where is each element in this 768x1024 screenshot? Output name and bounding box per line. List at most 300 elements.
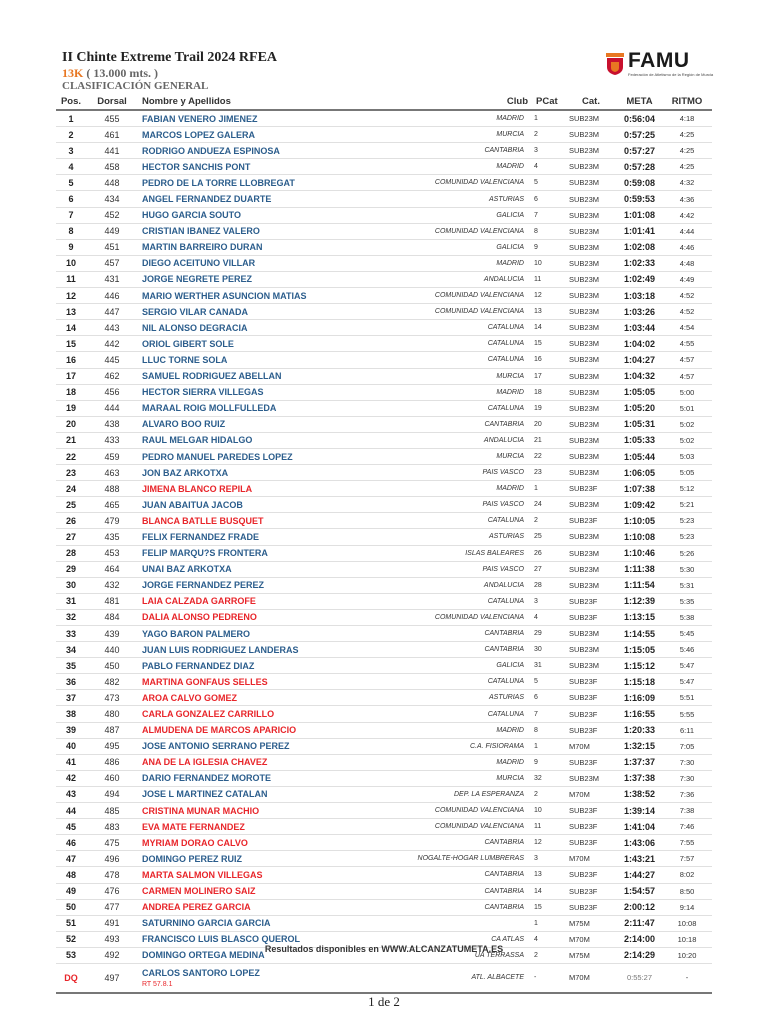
name-cell: HUGO GARCIA SOUTO: [138, 207, 313, 223]
col-dorsal: Dorsal: [86, 93, 138, 110]
name-cell: FRANCISCO LUIS BLASCO QUEROL: [138, 931, 313, 947]
club-cell: MURCIA: [313, 448, 532, 464]
dorsal-cell: 483: [86, 819, 138, 835]
table-row: [56, 288, 712, 304]
name-cell: DOMINGO PEREZ RUIZ: [138, 851, 313, 867]
name-cell: JON BAZ ARKOTXA: [138, 465, 313, 481]
finish-time-cell: 1:54:57: [617, 883, 662, 899]
table-row: [56, 143, 712, 159]
finish-time-cell: 0:57:27: [617, 143, 662, 159]
pcat-cell: -: [532, 963, 565, 993]
position-cell: 12: [56, 288, 86, 304]
dorsal-cell: 440: [86, 642, 138, 658]
pcat-cell: 27: [532, 561, 565, 577]
name-cell: ORIOL GIBERT SOLE: [138, 336, 313, 352]
pace-cell: 5:05: [662, 465, 712, 481]
table-row: [56, 239, 712, 255]
table-row: [56, 416, 712, 432]
name-cell: PEDRO DE LA TORRE LLOBREGAT: [138, 175, 313, 191]
category-cell: SUB23M: [565, 545, 617, 561]
club-cell: CANTABRIA: [313, 883, 532, 899]
pcat-cell: 21: [532, 432, 565, 448]
position-cell: 3: [56, 143, 86, 159]
club-cell: CATALUNA: [313, 706, 532, 722]
club-cell: ASTURIAS: [313, 191, 532, 207]
position-cell: 24: [56, 481, 86, 497]
position-cell: 40: [56, 738, 86, 754]
logo-subtitle: Federación de Atletismo de la Región de Murcia: [628, 72, 714, 77]
table-row: [56, 819, 712, 835]
finish-time-cell: 0:59:53: [617, 191, 662, 207]
table-row: [56, 915, 712, 931]
position-cell: 31: [56, 593, 86, 609]
category-cell: SUB23M: [565, 223, 617, 239]
dorsal-cell: 482: [86, 674, 138, 690]
pcat-cell: 26: [532, 545, 565, 561]
position-cell: 22: [56, 448, 86, 464]
table-row: [56, 320, 712, 336]
category-cell: SUB23F: [565, 513, 617, 529]
category-cell: SUB23M: [565, 561, 617, 577]
pcat-cell: 8: [532, 722, 565, 738]
category-cell: SUB23M: [565, 336, 617, 352]
finish-time-cell: 1:32:15: [617, 738, 662, 754]
club-cell: ISLAS BALEARES: [313, 545, 532, 561]
table-row: [56, 304, 712, 320]
finish-time-cell: 1:12:39: [617, 593, 662, 609]
position-cell: 1: [56, 110, 86, 127]
pcat-cell: 12: [532, 288, 565, 304]
finish-time-cell: 1:16:55: [617, 706, 662, 722]
finish-time-cell: 1:43:06: [617, 835, 662, 851]
finish-time-cell: 1:10:08: [617, 529, 662, 545]
pcat-cell: 15: [532, 336, 565, 352]
category-cell: SUB23F: [565, 803, 617, 819]
name-cell: UNAI BAZ ARKOTXA: [138, 561, 313, 577]
pcat-cell: 32: [532, 770, 565, 786]
finish-time-cell: 1:38:52: [617, 786, 662, 802]
dorsal-cell: 457: [86, 255, 138, 271]
finish-time-cell: 1:14:55: [617, 626, 662, 642]
position-cell: 48: [56, 867, 86, 883]
pace-cell: 5:23: [662, 513, 712, 529]
club-cell: CANTABRIA: [313, 867, 532, 883]
category-cell: SUB23M: [565, 127, 617, 143]
pcat-cell: 15: [532, 899, 565, 915]
pcat-cell: 1: [532, 110, 565, 127]
pace-cell: 4:52: [662, 288, 712, 304]
pace-cell: 4:18: [662, 110, 712, 127]
pcat-cell: 23: [532, 465, 565, 481]
col-pcat: PCat: [532, 93, 565, 110]
pace-cell: 7:30: [662, 770, 712, 786]
results-table: [56, 93, 712, 994]
name-cell: MARTINA GONFAUS SELLES: [138, 674, 313, 690]
dorsal-cell: 459: [86, 448, 138, 464]
finish-time-cell: 0:56:04: [617, 110, 662, 127]
pcat-cell: 3: [532, 593, 565, 609]
table-row: [56, 127, 712, 143]
dorsal-cell: 491: [86, 915, 138, 931]
table-row: [56, 432, 712, 448]
pcat-cell: 1: [532, 481, 565, 497]
pace-cell: 8:50: [662, 883, 712, 899]
table-row: [56, 271, 712, 287]
name-cell: FELIX FERNANDEZ FRADE: [138, 529, 313, 545]
pace-cell: 4:52: [662, 304, 712, 320]
category-cell: SUB23F: [565, 835, 617, 851]
name-cell: AROA CALVO GOMEZ: [138, 690, 313, 706]
pcat-cell: 12: [532, 835, 565, 851]
category-cell: SUB23M: [565, 239, 617, 255]
category-cell: SUB23F: [565, 883, 617, 899]
club-cell: PAIS VASCO: [313, 497, 532, 513]
name-cell: HECTOR SANCHIS PONT: [138, 159, 313, 175]
finish-time-cell: 1:43:21: [617, 851, 662, 867]
name-cell: JIMENA BLANCO REPILA: [138, 481, 313, 497]
club-cell: ASTURIAS: [313, 690, 532, 706]
name-cell: JOSE L MARTINEZ CATALAN: [138, 786, 313, 802]
position-cell: 38: [56, 706, 86, 722]
table-row: [56, 803, 712, 819]
category-cell: SUB23M: [565, 577, 617, 593]
club-cell: CANTABRIA: [313, 416, 532, 432]
club-cell: PAIS VASCO: [313, 561, 532, 577]
event-title: II Chinte Extreme Trail 2024 RFEA: [62, 50, 278, 65]
name-cell: HECTOR SIERRA VILLEGAS: [138, 384, 313, 400]
name-cell: FABIAN VENERO JIMENEZ: [138, 110, 313, 127]
pace-cell: 4:25: [662, 159, 712, 175]
name-cell: CARMEN MOLINERO SAIZ: [138, 883, 313, 899]
disqualified-row: [56, 963, 712, 993]
club-cell: MADRID: [313, 384, 532, 400]
name-cell: MARIO WERTHER ASUNCION MATIAS: [138, 288, 313, 304]
table-row: [56, 336, 712, 352]
name-cell: RODRIGO ANDUEZA ESPINOSA: [138, 143, 313, 159]
pace-cell: 7:30: [662, 754, 712, 770]
club-cell: COMUNIDAD VALENCIANA: [313, 609, 532, 625]
dorsal-cell: 460: [86, 770, 138, 786]
name-cell: PABLO FERNANDEZ DIAZ: [138, 658, 313, 674]
name-cell: FELIP MARQU?S FRONTERA: [138, 545, 313, 561]
position-cell: 6: [56, 191, 86, 207]
dorsal-cell: 462: [86, 368, 138, 384]
club-cell: MADRID: [313, 255, 532, 271]
name-cell: JUAN LUIS RODRIGUEZ LANDERAS: [138, 642, 313, 658]
dorsal-cell: 450: [86, 658, 138, 674]
pcat-cell: 5: [532, 674, 565, 690]
pace-cell: 5:21: [662, 497, 712, 513]
name-cell: DARIO FERNANDEZ MOROTE: [138, 770, 313, 786]
pace-cell: 4:32: [662, 175, 712, 191]
position-cell: 33: [56, 626, 86, 642]
position-cell: 43: [56, 786, 86, 802]
pace-cell: 5:47: [662, 658, 712, 674]
table-row: [56, 529, 712, 545]
club-cell: DEP. LA ESPERANZA: [313, 786, 532, 802]
pace-cell: 4:36: [662, 191, 712, 207]
club-cell: CANTABRIA: [313, 143, 532, 159]
position-cell: 27: [56, 529, 86, 545]
category-cell: SUB23M: [565, 368, 617, 384]
table-row: [56, 738, 712, 754]
dorsal-cell: 445: [86, 352, 138, 368]
pace-cell: 4:57: [662, 368, 712, 384]
club-cell: CANTABRIA: [313, 642, 532, 658]
dorsal-cell: 453: [86, 545, 138, 561]
pace-cell: 5:30: [662, 561, 712, 577]
pace-cell: 5:55: [662, 706, 712, 722]
pace-cell: 5:12: [662, 481, 712, 497]
pcat-cell: 14: [532, 883, 565, 899]
dorsal-cell: 448: [86, 175, 138, 191]
pcat-cell: 10: [532, 255, 565, 271]
position-cell: DQ: [56, 963, 86, 993]
finish-time-cell: 1:37:37: [617, 754, 662, 770]
name-cell: JORGE FERNANDEZ PEREZ: [138, 577, 313, 593]
category-cell: SUB23F: [565, 754, 617, 770]
club-cell: MURCIA: [313, 368, 532, 384]
category-cell: SUB23M: [565, 432, 617, 448]
pcat-cell: 20: [532, 416, 565, 432]
category-cell: SUB23M: [565, 191, 617, 207]
finish-time-cell: 1:02:33: [617, 255, 662, 271]
name-cell: ANDREA PEREZ GARCIA: [138, 899, 313, 915]
club-cell: GALICIA: [313, 239, 532, 255]
dorsal-cell: 473: [86, 690, 138, 706]
category-cell: SUB23F: [565, 722, 617, 738]
name-cell: JORGE NEGRETE PEREZ: [138, 271, 313, 287]
pace-cell: 5:45: [662, 626, 712, 642]
category-cell: SUB23F: [565, 819, 617, 835]
club-cell: PAIS VASCO: [313, 465, 532, 481]
finish-time-cell: 1:03:18: [617, 288, 662, 304]
pcat-cell: 13: [532, 304, 565, 320]
pace-cell: 5:47: [662, 674, 712, 690]
name-cell: ANA DE LA IGLESIA CHAVEZ: [138, 754, 313, 770]
club-cell: GALICIA: [313, 658, 532, 674]
club-cell: ANDALUCIA: [313, 577, 532, 593]
pace-cell: 5:51: [662, 690, 712, 706]
pace-cell: 4:46: [662, 239, 712, 255]
position-cell: 25: [56, 497, 86, 513]
pcat-cell: 13: [532, 867, 565, 883]
table-row: [56, 609, 712, 625]
dorsal-cell: 433: [86, 432, 138, 448]
finish-time-cell: 1:41:04: [617, 819, 662, 835]
table-row: [56, 110, 712, 127]
table-row: [56, 400, 712, 416]
finish-time-cell: 1:03:26: [617, 304, 662, 320]
pcat-cell: 30: [532, 642, 565, 658]
name-cell: LAIA CALZADA GARROFE: [138, 593, 313, 609]
logo-text: FAMU: [628, 49, 690, 72]
pcat-cell: 5: [532, 175, 565, 191]
category-cell: SUB23M: [565, 320, 617, 336]
dorsal-cell: 439: [86, 626, 138, 642]
pcat-cell: 3: [532, 143, 565, 159]
page-number: 1 de 2: [368, 994, 400, 1009]
position-cell: 7: [56, 207, 86, 223]
category-cell: SUB23F: [565, 481, 617, 497]
club-cell: MURCIA: [313, 127, 532, 143]
finish-time-cell: 0:59:08: [617, 175, 662, 191]
table-row: [56, 384, 712, 400]
dorsal-cell: 479: [86, 513, 138, 529]
club-cell: CANTABRIA: [313, 899, 532, 915]
position-cell: 34: [56, 642, 86, 658]
position-cell: 42: [56, 770, 86, 786]
club-cell: MADRID: [313, 110, 532, 127]
dorsal-cell: 455: [86, 110, 138, 127]
position-cell: 19: [56, 400, 86, 416]
dorsal-cell: 443: [86, 320, 138, 336]
club-cell: CATALUNA: [313, 320, 532, 336]
pace-cell: 5:31: [662, 577, 712, 593]
dorsal-cell: 487: [86, 722, 138, 738]
category-cell: SUB23M: [565, 175, 617, 191]
pace-cell: 10:18: [662, 931, 712, 947]
table-row: [56, 175, 712, 191]
category-cell: M75M: [565, 947, 617, 963]
category-cell: SUB23M: [565, 770, 617, 786]
name-cell: CRISTIAN IBANEZ VALERO: [138, 223, 313, 239]
position-cell: 13: [56, 304, 86, 320]
finish-time-cell: 0:55:27: [617, 963, 662, 993]
club-cell: CATALUNA: [313, 593, 532, 609]
category-cell: SUB23M: [565, 384, 617, 400]
club-cell: MADRID: [313, 159, 532, 175]
dorsal-cell: 449: [86, 223, 138, 239]
name-cell: CRISTINA MUNAR MACHIO: [138, 803, 313, 819]
position-cell: 50: [56, 899, 86, 915]
table-row: [56, 448, 712, 464]
category-cell: SUB23M: [565, 110, 617, 127]
dorsal-cell: 435: [86, 529, 138, 545]
position-cell: 26: [56, 513, 86, 529]
table-row: [56, 754, 712, 770]
table-row: [56, 207, 712, 223]
pcat-cell: 16: [532, 352, 565, 368]
pcat-cell: 2: [532, 947, 565, 963]
col-pos: Pos.: [56, 93, 86, 110]
club-cell: ANDALUCIA: [313, 271, 532, 287]
pcat-cell: 7: [532, 706, 565, 722]
position-cell: 32: [56, 609, 86, 625]
name-cell: ANGEL FERNANDEZ DUARTE: [138, 191, 313, 207]
pace-cell: 4:55: [662, 336, 712, 352]
pace-cell: 4:44: [662, 223, 712, 239]
club-cell: CATALUNA: [313, 674, 532, 690]
finish-time-cell: 1:39:14: [617, 803, 662, 819]
table-row: [56, 899, 712, 915]
table-row: [56, 706, 712, 722]
table-row: [56, 513, 712, 529]
pcat-cell: 18: [532, 384, 565, 400]
position-cell: 5: [56, 175, 86, 191]
club-cell: COMUNIDAD VALENCIANA: [313, 288, 532, 304]
dorsal-cell: 464: [86, 561, 138, 577]
pcat-cell: 24: [532, 497, 565, 513]
pcat-cell: 6: [532, 191, 565, 207]
dorsal-cell: 492: [86, 947, 138, 963]
pace-cell: 6:11: [662, 722, 712, 738]
finish-time-cell: 1:37:38: [617, 770, 662, 786]
pcat-cell: 3: [532, 851, 565, 867]
category-cell: M75M: [565, 915, 617, 931]
table-row: [56, 191, 712, 207]
finish-time-cell: 2:00:12: [617, 899, 662, 915]
position-cell: 51: [56, 915, 86, 931]
name-cell: CARLA GONZALEZ CARRILLO: [138, 706, 313, 722]
pcat-cell: 10: [532, 803, 565, 819]
pace-cell: 5:26: [662, 545, 712, 561]
pace-cell: 7:38: [662, 803, 712, 819]
category-cell: SUB23M: [565, 529, 617, 545]
position-cell: 46: [56, 835, 86, 851]
club-cell: CATALUNA: [313, 513, 532, 529]
pace-cell: 9:14: [662, 899, 712, 915]
finish-time-cell: 1:02:08: [617, 239, 662, 255]
category-cell: SUB23M: [565, 304, 617, 320]
position-cell: 47: [56, 851, 86, 867]
pace-cell: 4:25: [662, 143, 712, 159]
table-row: [56, 159, 712, 175]
pace-cell: 5:02: [662, 432, 712, 448]
table-row: [56, 368, 712, 384]
pcat-cell: 1: [532, 738, 565, 754]
pace-cell: 7:57: [662, 851, 712, 867]
dorsal-cell: 488: [86, 481, 138, 497]
category-cell: M70M: [565, 786, 617, 802]
position-cell: 16: [56, 352, 86, 368]
pace-cell: 5:01: [662, 400, 712, 416]
finish-time-cell: 1:20:33: [617, 722, 662, 738]
category-cell: SUB23F: [565, 706, 617, 722]
pcat-cell: 17: [532, 368, 565, 384]
club-cell: MADRID: [313, 754, 532, 770]
pace-cell: 5:35: [662, 593, 712, 609]
finish-time-cell: 1:15:12: [617, 658, 662, 674]
position-cell: 39: [56, 722, 86, 738]
category-cell: SUB23F: [565, 593, 617, 609]
name-cell: DIEGO ACEITUNO VILLAR: [138, 255, 313, 271]
table-row: [56, 851, 712, 867]
position-cell: 15: [56, 336, 86, 352]
dorsal-cell: 446: [86, 288, 138, 304]
finish-time-cell: 1:10:05: [617, 513, 662, 529]
pace-cell: 7:46: [662, 819, 712, 835]
name-cell: LLUC TORNE SOLA: [138, 352, 313, 368]
name-cell: RAUL MELGAR HIDALGO: [138, 432, 313, 448]
pcat-cell: 1: [532, 915, 565, 931]
finish-time-cell: 1:01:41: [617, 223, 662, 239]
position-cell: 17: [56, 368, 86, 384]
finish-time-cell: 2:14:00: [617, 931, 662, 947]
club-cell: MADRID: [313, 722, 532, 738]
finish-time-cell: 1:16:09: [617, 690, 662, 706]
finish-time-cell: 1:15:18: [617, 674, 662, 690]
name-cell: YAGO BARON PALMERO: [138, 626, 313, 642]
category-cell: SUB23M: [565, 207, 617, 223]
dorsal-cell: 478: [86, 867, 138, 883]
name-cell: MARCOS LOPEZ GALERA: [138, 127, 313, 143]
position-cell: 8: [56, 223, 86, 239]
pcat-cell: 9: [532, 239, 565, 255]
pace-cell: 10:08: [662, 915, 712, 931]
finish-time-cell: 1:11:54: [617, 577, 662, 593]
col-cat: Cat.: [565, 93, 617, 110]
